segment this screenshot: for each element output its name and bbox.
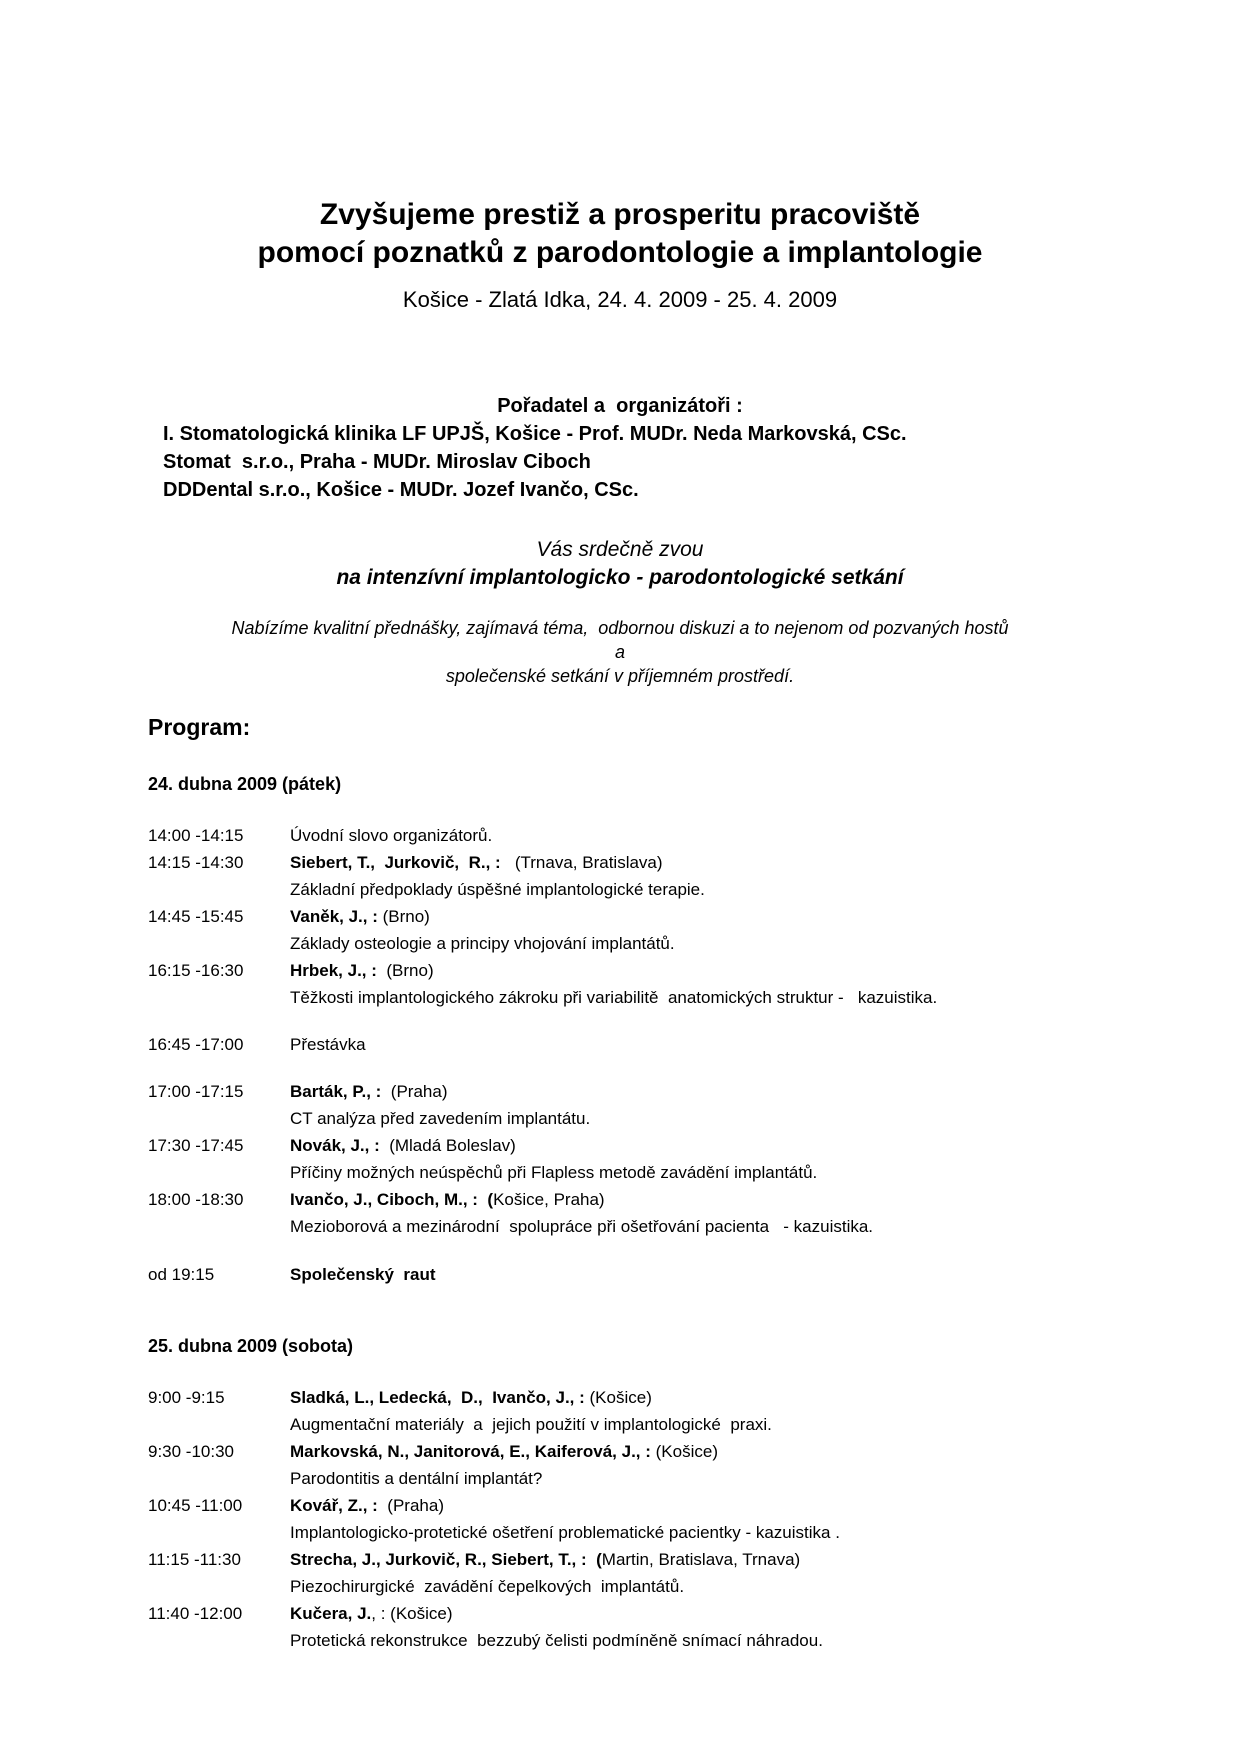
organizers-heading: Pořadatel a organizátoři : <box>497 395 743 417</box>
invitation-event-line: na intenzívní implantologicko - parodontologické setkání <box>336 566 904 589</box>
entry-content <box>290 1492 840 1546</box>
entry-content <box>290 1546 800 1600</box>
entry-talk-title: Těžkosti implantologického zákroku při variabilitě anatomických struktur - kazuistika. <box>290 988 938 1007</box>
entry-content <box>290 1600 823 1654</box>
entry-content <box>290 1132 817 1186</box>
organizer-line: I. Stomatologická klinika LF UPJŠ, Košice - Prof. MUDr. Neda Markovská, CSc. <box>163 423 907 445</box>
entry-location: (Trnava, Bratislava) <box>500 853 663 872</box>
entry-content <box>290 903 675 957</box>
entry-speakers: Kučera, J. <box>290 1604 372 1623</box>
entry-talk-title: Mezioborová a mezinárodní spolupráce při ošetřování pacienta - kazuistika. <box>290 1217 874 1236</box>
entry-speakers: Siebert, T., Jurkovič, R., : <box>290 853 501 872</box>
entry-time: od 19:15 <box>148 1265 215 1284</box>
entry-content <box>290 1078 590 1132</box>
entry-speakers: Ivančo, J., Ciboch, M., : ( <box>290 1190 494 1209</box>
pitch-line: společenské setkání v příjemném prostředí. <box>445 666 795 686</box>
entry-time: 9:30 -10:30 <box>148 1442 235 1461</box>
entry-content <box>290 1031 366 1058</box>
entry-time: 14:45 -15:45 <box>148 907 244 926</box>
entry-speakers: Markovská, N., Janitorová, E., Kaiferová, J., : <box>290 1442 651 1461</box>
entry-time: 17:30 -17:45 <box>148 1136 244 1155</box>
entry-content <box>290 849 705 903</box>
entry-talk-title: Augmentační materiály a jejich použití v implantologické praxi. <box>290 1415 772 1434</box>
entry-location: (Praha) <box>381 1082 448 1101</box>
program-list-saturday <box>0 1384 1240 1654</box>
pitch-block <box>0 616 1240 688</box>
entry-location: Úvodní slovo organizátorů. <box>290 826 493 845</box>
entry-talk-title: Parodontitis a dentální implantát? <box>290 1469 543 1488</box>
day-heading-saturday: 25. dubna 2009 (sobota) <box>148 1336 354 1356</box>
entry-time: 10:45 -11:00 <box>148 1496 243 1515</box>
entry-location: (Praha) <box>377 1496 444 1515</box>
page-title <box>0 0 1240 272</box>
invitation-block <box>0 536 1240 592</box>
program-entry <box>148 849 1240 903</box>
entry-talk-title: Základy osteologie a principy vhojování implantátů. <box>290 934 675 953</box>
entry-location: (Brno) <box>377 907 430 926</box>
entry-time: 9:00 -9:15 <box>148 1388 225 1407</box>
entry-talk-title: Příčiny možných neúspěchů při Flapless metodě zavádění implantátů. <box>290 1163 818 1182</box>
entry-talk-title: CT analýza před zavedením implantátu. <box>290 1109 591 1128</box>
program-entry <box>148 1546 1240 1600</box>
organizer-line: Stomat s.r.o., Praha - MUDr. Miroslav Ciboch <box>163 451 591 473</box>
entry-speakers: Vaněk, J., : <box>290 907 378 926</box>
entry-speakers: Sladká, L., Ledecká, D., Ivančo, J., : <box>290 1388 585 1407</box>
day-heading-friday: 24. dubna 2009 (pátek) <box>148 774 342 794</box>
program-entry <box>148 822 1240 849</box>
entry-content <box>290 1261 436 1288</box>
program-entry <box>148 1600 1240 1654</box>
pitch-line: a <box>614 642 625 662</box>
page-title-line1: Zvyšujeme prestiž a prosperitu pracoviště <box>319 198 921 231</box>
program-entry-social <box>148 1261 1240 1288</box>
program-entry <box>148 1438 1240 1492</box>
entry-time: 11:15 -11:30 <box>148 1550 241 1569</box>
pitch-line: Nabízíme kvalitní přednášky, zajímavá téma, odbornou diskuzi a to nejenom od pozvaných hostů <box>231 618 1009 638</box>
entry-content <box>290 1384 772 1438</box>
entry-location: , : (Košice) <box>371 1604 453 1623</box>
program-heading: Program: <box>148 714 251 740</box>
program-entry <box>148 957 1240 1011</box>
organizers-block <box>0 392 1240 504</box>
program-entry <box>148 1078 1240 1132</box>
entry-speakers: Hrbek, J., : <box>290 961 377 980</box>
entry-content <box>290 1186 873 1240</box>
entry-location: (Brno) <box>376 961 434 980</box>
entry-time: 16:15 -16:30 <box>148 961 244 980</box>
entry-talk-title: Základní předpoklady úspěšné implantologické terapie. <box>290 880 705 899</box>
entry-content <box>290 1438 718 1492</box>
entry-speakers: Novák, J., : <box>290 1136 380 1155</box>
entry-time: 14:00 -14:15 <box>148 826 244 845</box>
entry-label: Společenský raut <box>290 1265 436 1284</box>
program-list-friday <box>0 822 1240 1288</box>
entry-time: 17:00 -17:15 <box>148 1082 244 1101</box>
entry-talk-title: Implantologicko-protetické ošetření problematické pacientky - kazuistika . <box>290 1523 840 1542</box>
entry-location: Martin, Bratislava, Trnava) <box>601 1550 801 1569</box>
entry-location: Košice, Praha) <box>493 1190 605 1209</box>
program-entry <box>148 1492 1240 1546</box>
entry-talk-title: Protetická rekonstrukce bezzubý čelisti podmíněně snímací náhradou. <box>290 1631 823 1650</box>
entry-speakers: Kovář, Z., : <box>290 1496 378 1515</box>
program-entry <box>148 1132 1240 1186</box>
entry-location: (Košice) <box>650 1442 718 1461</box>
event-location-dates: Košice - Zlatá Idka, 24. 4. 2009 - 25. 4. 2009 <box>402 287 838 312</box>
entry-speakers: Barták, P., : <box>290 1082 382 1101</box>
entry-label: Přestávka <box>290 1035 366 1054</box>
entry-time: 16:45 -17:00 <box>148 1035 244 1054</box>
entry-time: 14:15 -14:30 <box>148 853 244 872</box>
invitation-line: Vás srdečně zvou <box>536 538 704 561</box>
organizer-line: DDDental s.r.o., Košice - MUDr. Jozef Ivančo, CSc. <box>163 479 639 501</box>
program-entry <box>148 1186 1240 1240</box>
program-entry-break <box>148 1031 1240 1058</box>
program-entry <box>148 1384 1240 1438</box>
entry-content <box>290 822 492 849</box>
program-entry <box>148 903 1240 957</box>
page-title-line2: pomocí poznatků z parodontologie a implantologie <box>257 236 983 269</box>
entry-location: (Košice) <box>584 1388 652 1407</box>
entry-content <box>290 957 937 1011</box>
entry-location: (Mladá Boleslav) <box>379 1136 516 1155</box>
entry-time: 18:00 -18:30 <box>148 1190 244 1209</box>
entry-time: 11:40 -12:00 <box>148 1604 243 1623</box>
entry-talk-title: Piezochirurgické zavádění čepelkových implantátů. <box>290 1577 685 1596</box>
entry-speakers: Strecha, J., Jurkovič, R., Siebert, T., : ( <box>290 1550 602 1569</box>
